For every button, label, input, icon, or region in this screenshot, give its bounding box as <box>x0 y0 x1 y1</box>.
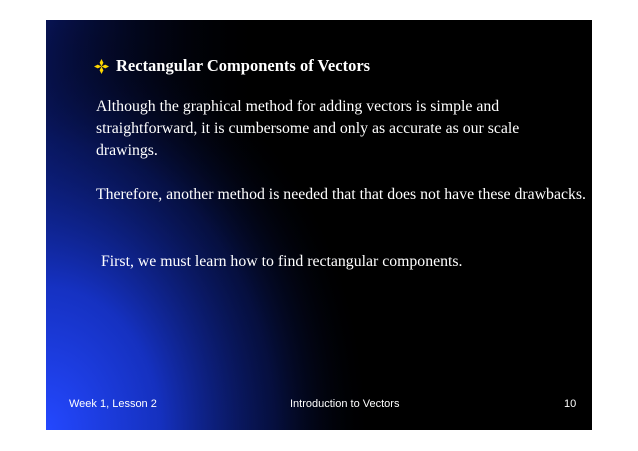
blue-gradient-background <box>46 20 592 430</box>
paragraph-rectangular-components: First, we must learn how to find rectangular components. <box>101 253 463 270</box>
slide-heading: Rectangular Components of Vectors <box>116 56 371 75</box>
slide <box>46 20 592 430</box>
heading-row <box>94 56 370 76</box>
diamond-bullet-icon <box>94 59 109 74</box>
footer-page-number: 10 <box>564 398 577 410</box>
footer-lesson: Week 1, Lesson 2 <box>69 398 157 410</box>
footer-title: Introduction to Vectors <box>290 398 400 410</box>
paragraph-graphical-method: Although the graphical method for adding vectors is simple and straightforward, it is cumbersome and only as accurate as our scale drawings. <box>96 98 520 159</box>
paragraph-another-method: Therefore, another method is needed that that does not have these drawbacks. <box>96 186 586 203</box>
